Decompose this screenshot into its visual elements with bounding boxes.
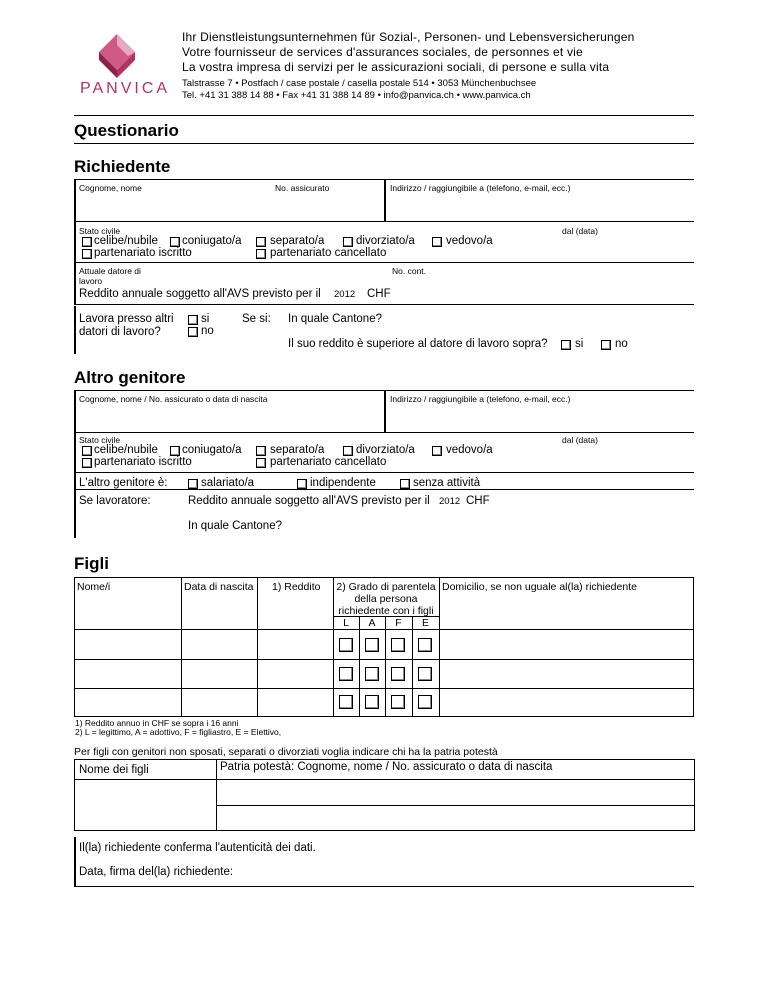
label-address: Indirizzo / raggiungibile a (telefono, e-mail, ecc.) (390, 183, 571, 193)
checkbox-higher-no[interactable] (601, 340, 611, 350)
page-title: Questionario (74, 121, 179, 140)
opt-other-divorced: divorziato/a (356, 444, 415, 456)
opt-independent: indipendente (310, 477, 376, 489)
label-employer-1: Attuale datore di (79, 266, 141, 276)
checkbox-other-separated[interactable] (256, 446, 266, 456)
opt-partnership-cancelled: partenariato cancellato (270, 247, 387, 259)
row-divider (216, 779, 695, 780)
col-divider (181, 578, 182, 717)
label-insured-no: No. assicurato (275, 183, 330, 193)
col-divider (216, 759, 217, 831)
higher-income-question: Il suo reddito è superiore al datore di lavoro sopra? (288, 338, 548, 350)
label-contract-no: No. cont. (392, 266, 427, 276)
tagline-de: Ihr Dienstleistungsunternehmen für Sozial-, Personen- und Lebensversicherungen (182, 30, 635, 44)
label-other-address: Indirizzo / raggiungibile a (telefono, e-mail, ecc.) (390, 394, 571, 404)
checkbox-row3-E[interactable] (418, 695, 432, 709)
row-divider (216, 805, 695, 806)
canton-question: In quale Cantone? (288, 313, 382, 325)
footnote-relation: 2) L = legittimo, A = adottivo, F = figliastro, E = Elettivo, (75, 727, 282, 737)
checkbox-other-widowed[interactable] (432, 446, 442, 456)
checkbox-widowed[interactable] (432, 237, 442, 247)
rel-code-F: F (395, 617, 402, 629)
checkbox-no[interactable] (188, 327, 198, 337)
col-divider (439, 578, 440, 717)
income-currency: CHF (367, 288, 391, 300)
field-rule (74, 432, 694, 433)
col-header-domicile: Domicilio, se non uguale al(la) richiedente (442, 581, 637, 593)
field-marker (384, 180, 386, 222)
label-other-name: Cognome, nome / No. assicurato o data di nascita (79, 394, 268, 404)
checkbox-row2-L[interactable] (339, 667, 353, 681)
field-rule (74, 304, 694, 305)
contact-line: Tel. +41 31 388 14 88 • Fax +41 31 388 14 89 • info@panvica.ch • www.panvica.ch (182, 90, 531, 101)
custody-col-names: Nome dei figli (79, 764, 149, 776)
col-divider (257, 578, 258, 717)
field-marker (74, 306, 76, 354)
checkbox-separated[interactable] (256, 237, 266, 247)
col-divider (412, 616, 413, 717)
opt-single: celibe/nubile (94, 235, 158, 247)
checkbox-row2-A[interactable] (365, 667, 379, 681)
checkbox-partnership[interactable] (82, 249, 92, 259)
checkbox-row2-F[interactable] (391, 667, 405, 681)
custody-col-holder: Patria potestà: Cognome, nome / No. assicurato o data di nascita (220, 761, 553, 773)
field-marker (384, 391, 386, 433)
field-marker (74, 180, 76, 222)
field-marker (74, 473, 76, 538)
col-divider (385, 616, 386, 717)
checkbox-row1-L[interactable] (339, 638, 353, 652)
label-other-civil: Stato civile (79, 435, 121, 445)
col-header-relation-3: richiedente con i figli (338, 605, 434, 617)
opt-married: coniugato/a (182, 235, 242, 247)
label-since-date: dal (data) (562, 226, 598, 236)
address-line: Talstrasse 7 • Postfach / case postale / casella postale 514 • 3053 Münchenbuchsee (182, 78, 537, 89)
col-header-names: Nome/i (77, 581, 111, 593)
field-marker (74, 263, 76, 305)
field-marker (74, 433, 76, 473)
checkbox-row1-E[interactable] (418, 638, 432, 652)
label-name: Cognome, nome (79, 183, 142, 193)
signature-label: Data, firma del(la) richiedente: (79, 866, 234, 878)
checkbox-higher-yes[interactable] (561, 340, 571, 350)
checkbox-row3-L[interactable] (339, 695, 353, 709)
col-header-relation-1: 2) Grado di parentela (336, 581, 436, 593)
income-year: 2012 (334, 289, 356, 300)
other-income-year: 2012 (439, 496, 461, 507)
income-text: Reddito annuale soggetto all'AVS previsto per il (79, 288, 321, 300)
section-heading-figli: Figli (74, 554, 109, 573)
checkbox-other-partnership-cancelled[interactable] (256, 458, 266, 468)
opt-other-single: celibe/nubile (94, 444, 158, 456)
rel-code-E: E (421, 617, 429, 629)
opt-no: no (201, 325, 214, 337)
checkbox-row1-A[interactable] (365, 638, 379, 652)
checkbox-independent[interactable] (297, 479, 307, 489)
other-canton-question: In quale Cantone? (188, 520, 282, 532)
opt-other-widowed: vedovo/a (446, 444, 493, 456)
section-heading-altro: Altro genitore (74, 368, 186, 387)
label-employer-2: lavoro (79, 276, 103, 286)
rel-code-A: A (368, 617, 376, 629)
field-marker (74, 837, 76, 887)
other-employers-q2: datori di lavoro? (79, 326, 161, 338)
checkbox-partnership-cancelled[interactable] (256, 249, 266, 259)
checkbox-employee[interactable] (188, 479, 198, 489)
row-divider (74, 659, 694, 660)
row-divider (74, 779, 217, 780)
opt-higher-no: no (615, 338, 628, 350)
opt-other-partnership: partenariato iscritto (94, 456, 192, 468)
opt-separated: separato/a (270, 235, 325, 247)
opt-partnership: partenariato iscritto (94, 247, 192, 259)
field-rule (74, 489, 694, 490)
tagline-it: La vostra impresa di servizi per le assicurazioni sociali, di persone e sulla vita (182, 60, 610, 74)
signature-line (74, 886, 694, 887)
col-divider (359, 616, 360, 717)
checkbox-yes[interactable] (188, 315, 198, 325)
checkbox-row3-F[interactable] (391, 695, 405, 709)
field-rule (74, 472, 694, 473)
row-divider (74, 688, 694, 689)
tagline-fr: Votre fournisseur de services d'assurances sociales, de personnes et vie (182, 45, 583, 59)
other-status-label: L'altro genitore è: (79, 477, 168, 489)
brand-name: PANVICA (80, 80, 171, 97)
if-worker-label: Se lavoratore: (79, 495, 151, 507)
title-rule (74, 115, 694, 116)
footnote-income: 1) Reddito annuo in CHF se sopra i 16 anni (75, 718, 239, 728)
rel-code-L: L (343, 617, 349, 629)
opt-widowed: vedovo/a (446, 235, 493, 247)
opt-yes: si (201, 313, 210, 325)
other-income-text: Reddito annuale soggetto all'AVS previsto per il (188, 495, 430, 507)
opt-employee: salariato/a (201, 477, 255, 489)
checkbox-other-partnership[interactable] (82, 458, 92, 468)
checkbox-row3-A[interactable] (365, 695, 379, 709)
section-heading-richiedente: Richiedente (74, 157, 171, 176)
confirm-text: Il(la) richiedente conferma l'autenticità dei dati. (79, 842, 316, 854)
title-rule-bottom (74, 143, 694, 144)
opt-other-partnership-cancelled: partenariato cancellato (270, 456, 387, 468)
opt-divorced: divorziato/a (356, 235, 415, 247)
field-marker (74, 391, 76, 433)
checkbox-row1-F[interactable] (391, 638, 405, 652)
label-civil-status: Stato civile (79, 226, 121, 236)
field-rule (74, 221, 694, 222)
field-rule (74, 262, 694, 263)
other-income-currency: CHF (466, 495, 490, 507)
if-yes-label: Se si: (242, 313, 271, 325)
other-employers-q1: Lavora presso altri (79, 313, 174, 325)
label-other-since: dal (data) (562, 435, 598, 445)
field-marker (74, 222, 76, 262)
col-header-birth: Data di nascita (184, 581, 254, 593)
col-header-income: 1) Reddito (272, 581, 321, 593)
opt-other-married: coniugato/a (182, 444, 242, 456)
checkbox-other-single[interactable] (82, 446, 92, 456)
custody-intro: Per figli con genitori non sposati, separati o divorziati voglia indicare chi ha la patria potestà (74, 746, 498, 758)
checkbox-row2-E[interactable] (418, 667, 432, 681)
opt-no-activity: senza attività (413, 477, 481, 489)
opt-higher-yes: si (575, 338, 584, 350)
col-header-relation-2: della persona (354, 593, 418, 605)
checkbox-single[interactable] (82, 237, 92, 247)
opt-other-separated: separato/a (270, 444, 325, 456)
checkbox-no-activity[interactable] (400, 479, 410, 489)
